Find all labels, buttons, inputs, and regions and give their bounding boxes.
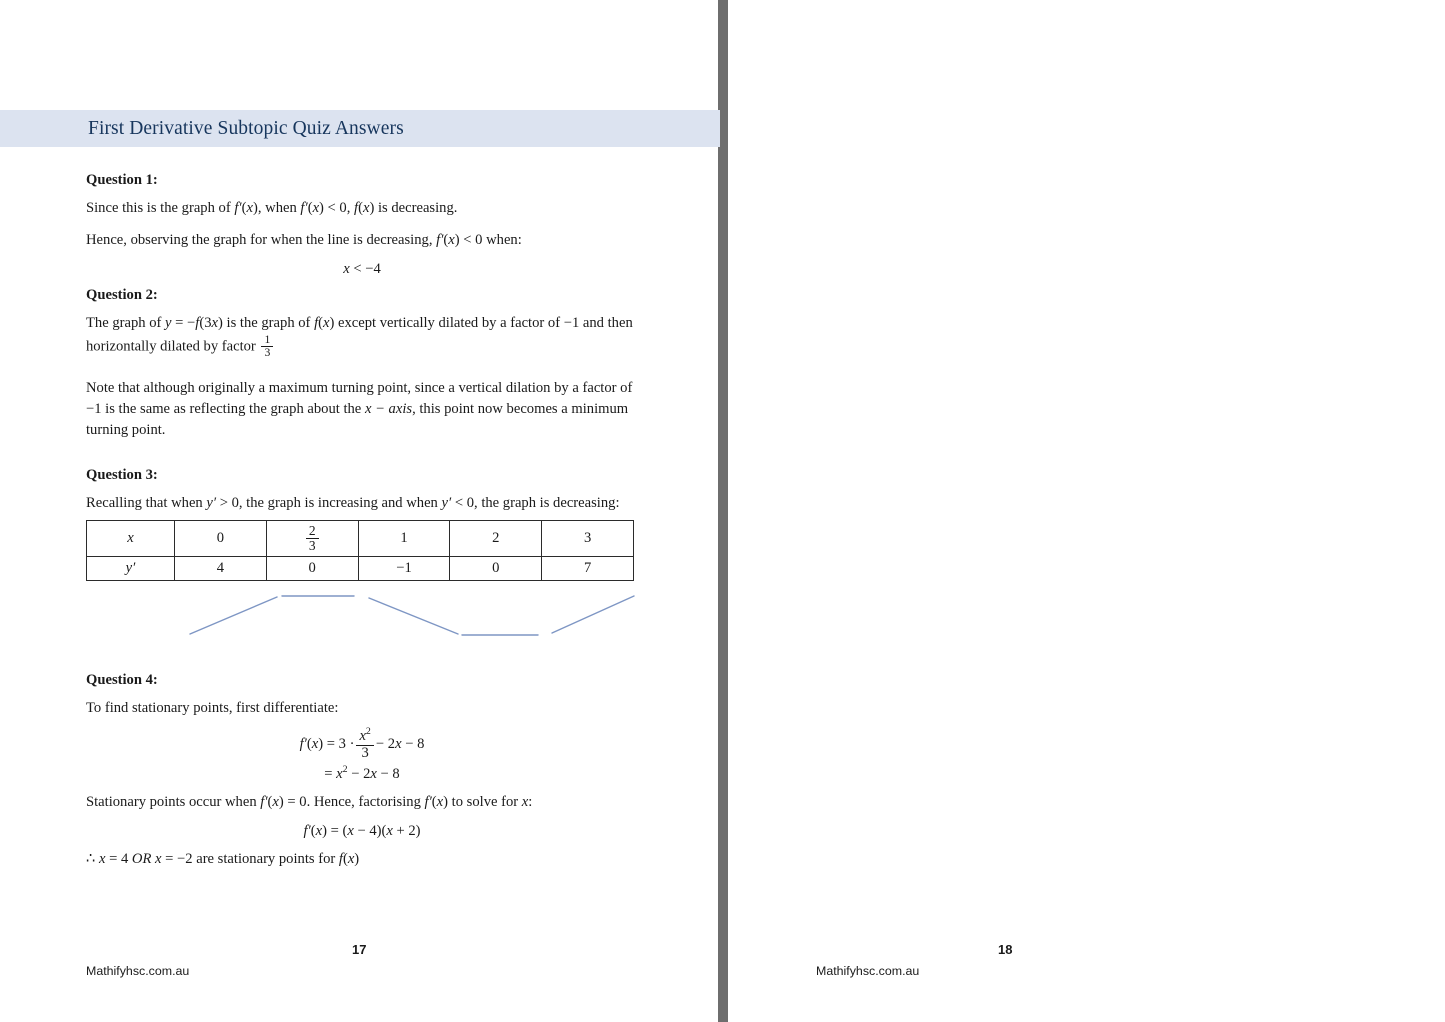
left-page-content [86,172,638,881]
q2-p2-a: Note that although originally a maximum turning point, since a vertical dilation by a factor of −1 is the same as reflecting the graph about the [86,380,633,417]
table-cell-x-1 [266,521,358,557]
table-row [87,521,634,557]
q1-l2-b: when: [482,231,522,248]
question-2-para-2 [86,378,638,440]
fraction-x-squared-over-3: $\frac{x^2}{3}$ [356,729,373,760]
question-4-conclusion: ∴ x = 4 OR x = −2 are stationary points for f(x) [86,851,360,868]
q1-l1-b: , when [257,200,301,216]
fraction-two-thirds: $\frac{2}{3}$ [306,524,319,553]
footer-url-left: Mathifyhsc.com.au [86,964,190,978]
question-1-line-1: Since this is the graph of f′(x), when f′(x) < 0, f(x) is decreasing. [86,200,458,216]
question-1-line-2: Hence, observing the graph for when the line is decreasing, f′(x) < 0 when: [86,231,522,248]
q1-l1-a: Since this is the graph of [86,200,235,216]
table-cell-y-0: 4 [175,556,267,580]
table-cell-x-label: x [87,521,175,557]
q3-intro-b: , the graph is increasing and when [238,495,442,512]
question-4-middle: Stationary points occur when f′(x) = 0. Hence, factorising f′(x) to solve for x: [86,793,533,810]
question-2-heading: Question 2: [86,287,158,304]
q2-axis-label: x − axis [364,400,413,417]
q2-p2-b: , this point now becomes a minimum turning point. [86,400,629,438]
page-left [0,0,718,1022]
table-cell-y-3: 0 [450,556,542,580]
page-right [728,0,1445,1022]
table-row [87,556,634,580]
question-4-heading: Question 4: [86,671,158,688]
question-4-eq-3: f′(x) = (x − 4)(x + 2) [303,823,421,840]
q2-p1-a: The graph of [86,315,166,332]
question-3-heading: Question 3: [86,467,158,484]
table-cell-x-4: 3 [542,521,634,557]
question-2-para-1: The graph of y = −f(3x) is the graph of f(x) except vertically dilated by a factor of −1 and then horizontally dilated by factor $\frac{1}{3}$ [86,315,633,360]
q3-intro-c: , the graph is decreasing: [474,495,620,512]
question-3-shape-sketch [86,587,638,641]
table-cell-y-label: y′ [87,556,175,580]
table-cell-y-4: 7 [542,556,634,580]
q4-mid-b: . Hence, factorising [306,793,425,810]
table-cell-x-3: 2 [450,521,542,557]
question-1-answer: x < −4 [343,261,381,278]
q1-l2-a: Hence, observing the graph for when the line is decreasing, [86,231,437,248]
page-number-left: 17 [352,942,367,957]
table-cell-y-1: 0 [266,556,358,580]
question-3-intro: Recalling that when y′ > 0, the graph is increasing and when y′ < 0, the graph is decreasing: [86,495,620,512]
q2-p1-c: except vertically dilated by a factor of −1 and then horizontally dilated by factor [86,315,633,355]
question-1-heading: Question 1: [86,172,158,188]
question-4-intro: To find stationary points, first differentiate: [86,699,339,716]
q1-l1-d: is decreasing. [374,200,458,216]
q3-intro-a: Recalling that when [86,495,207,512]
q4-mid-a: Stationary points occur when [86,793,261,810]
page-number-right: 18 [998,942,1013,957]
q1-l1-c: , [346,200,355,216]
page-title: First Derivative Subtopic Quiz Answers [88,117,404,139]
fraction-one-third: $\frac{1}{3}$ [261,334,273,359]
table-cell-x-2: 1 [358,521,450,557]
table-cell-y-2: −1 [358,556,450,580]
table-cell-x-0: 0 [175,521,267,557]
question-4-eq-1: f′(x) = 3 · $\frac{x^2}{3}$ − 2x − 8 [299,726,425,761]
question-4-eq-2: = $x^2 - 2x - 8$ [324,763,400,782]
footer-url-right: Mathifyhsc.com.au [816,964,920,978]
q4-mid-c: to solve for [448,793,522,810]
question-3-sign-table [86,520,634,581]
q2-p1-b: is the graph of [222,315,315,332]
q4-mid-d: : [528,793,533,810]
page-gutter-divider [718,0,728,1022]
